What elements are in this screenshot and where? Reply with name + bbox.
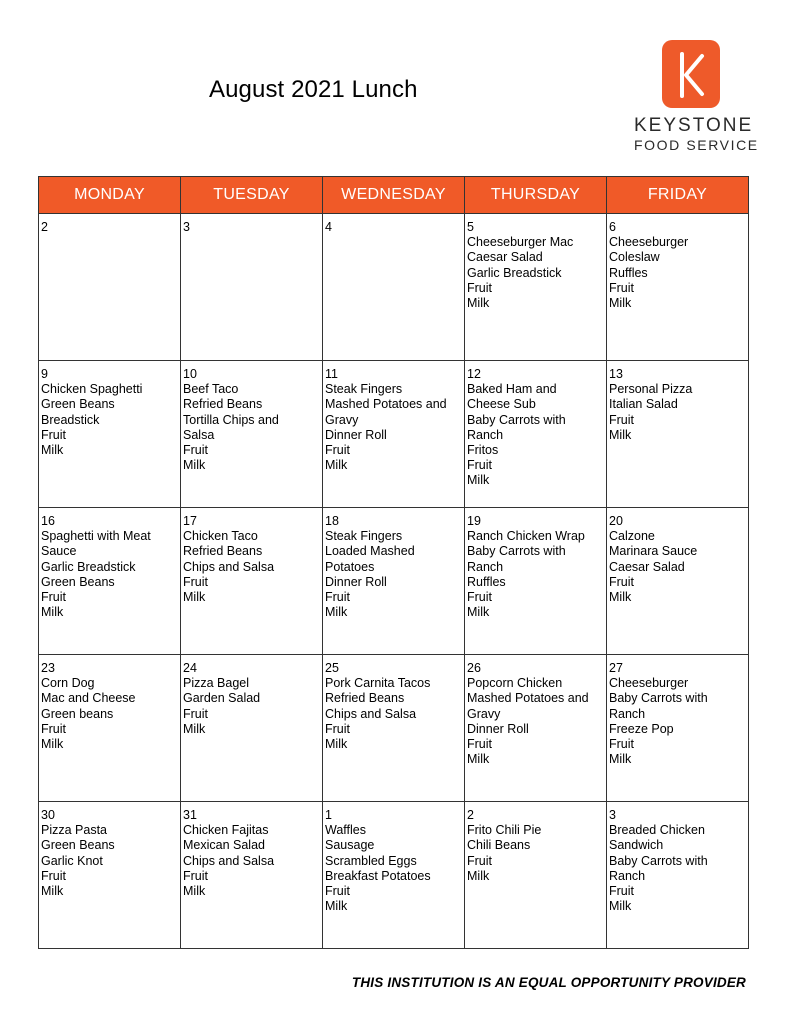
menu-item: Green Beans: [41, 838, 115, 853]
menu-item: Fruit: [325, 443, 350, 458]
menu-item: Breakfast Potatoes: [325, 868, 431, 883]
menu-item: Mac and Cheese: [41, 691, 136, 706]
menu-item: Marinara Sauce: [609, 544, 698, 559]
menu-item: Mexican Salad: [183, 838, 265, 853]
menu-item: Cheeseburger: [609, 235, 689, 250]
menu-item: Milk: [609, 590, 632, 605]
menu-item: Chicken Taco: [183, 529, 258, 544]
menu-item: Corn Dog: [41, 676, 95, 691]
day-cell-thursday: [465, 214, 607, 361]
day-cell-tuesday: [181, 361, 323, 508]
menu-item: Cheese Sub: [467, 397, 536, 412]
day-cell-monday: [39, 802, 181, 949]
menu-item: Fruit: [325, 721, 350, 736]
menu-item: Steak Fingers: [325, 382, 403, 397]
menu-item: Ruffles: [609, 265, 648, 280]
menu-item: Ranch: [609, 706, 646, 721]
menu-item: Tortilla Chips and: [183, 412, 279, 427]
menu-item: Fruit: [467, 458, 492, 473]
menu-item: Ranch Chicken Wrap: [467, 529, 585, 544]
menu-item: Pork Carnita Tacos: [325, 676, 431, 691]
menu-item: Scrambled Eggs: [325, 853, 417, 868]
day-cell-wednesday: [323, 802, 465, 949]
day-date: 30: [41, 808, 55, 822]
calendar-week-row: [39, 655, 749, 802]
menu-item: Milk: [609, 899, 632, 914]
day-cell-tuesday: [181, 802, 323, 949]
menu-item: Garlic Breadstick: [41, 559, 136, 574]
menu-item: Fruit: [41, 427, 66, 442]
menu-item: Salsa: [183, 427, 215, 442]
keystone-logo: [626, 40, 759, 155]
header-tuesday: TUESDAY: [181, 177, 323, 214]
header-friday: FRIDAY: [607, 177, 749, 214]
day-date: 12: [467, 367, 481, 381]
day-cell-tuesday: [181, 214, 323, 361]
day-cell-wednesday: [323, 214, 465, 361]
menu-item: Chili Beans: [467, 838, 531, 853]
menu-item: Fruit: [609, 412, 634, 427]
day-date: 2: [41, 220, 48, 234]
menu-item: Milk: [183, 590, 206, 605]
menu-item: Chips and Salsa: [325, 706, 417, 721]
day-date: 1: [325, 808, 332, 822]
menu-item: Milk: [609, 752, 632, 767]
day-cell-friday: [607, 655, 749, 802]
menu-item: Cheeseburger: [609, 676, 689, 691]
menu-item: Fruit: [325, 590, 350, 605]
day-date: 27: [609, 661, 623, 675]
menu-item: Milk: [325, 737, 348, 752]
menu-item: Green Beans: [41, 574, 115, 589]
weekday-header-row: [39, 177, 749, 214]
menu-item: Fruit: [183, 868, 208, 883]
menu-item: Fruit: [609, 737, 634, 752]
menu-item: Ranch: [467, 559, 504, 574]
day-date: 24: [183, 661, 197, 675]
menu-item: Milk: [325, 458, 348, 473]
menu-item: Fruit: [325, 884, 350, 899]
menu-item: Fruit: [609, 280, 634, 295]
menu-item: Pizza Pasta: [41, 823, 108, 838]
k-logo-icon: [662, 40, 720, 108]
menu-item: Caesar Salad: [467, 250, 543, 265]
day-date: 13: [609, 367, 623, 381]
menu-item: Chips and Salsa: [183, 853, 275, 868]
menu-item: Milk: [183, 721, 206, 736]
calendar-week-row: [39, 361, 749, 508]
menu-item: Dinner Roll: [467, 721, 529, 736]
day-date: 20: [609, 514, 623, 528]
day-date: 31: [183, 808, 197, 822]
day-date: 19: [467, 514, 481, 528]
menu-item: Calzone: [609, 529, 655, 544]
menu-item: Milk: [609, 427, 632, 442]
day-cell-monday: [39, 214, 181, 361]
day-cell-thursday: [465, 508, 607, 655]
menu-item: Fritos: [467, 443, 499, 458]
menu-item: Baby Carrots with: [467, 412, 566, 427]
menu-item: Mashed Potatoes and: [467, 691, 589, 706]
logo-name: KEYSTONE: [634, 115, 754, 136]
menu-item: Baby Carrots with: [609, 853, 708, 868]
day-cell-monday: [39, 508, 181, 655]
menu-item: Beef Taco: [183, 382, 239, 397]
menu-item: Sandwich: [609, 838, 664, 853]
day-cell-friday: [607, 214, 749, 361]
day-cell-tuesday: [181, 508, 323, 655]
header-thursday: THURSDAY: [465, 177, 607, 214]
menu-item: Potatoes: [325, 559, 375, 574]
menu-item: Fruit: [41, 590, 66, 605]
menu-item: Milk: [325, 899, 348, 914]
menu-item: Steak Fingers: [325, 529, 403, 544]
menu-item: Milk: [467, 473, 490, 488]
menu-item: Milk: [41, 443, 64, 458]
day-cell-wednesday: [323, 508, 465, 655]
day-date: 23: [41, 661, 55, 675]
day-cell-wednesday: [323, 655, 465, 802]
day-date: 18: [325, 514, 339, 528]
menu-item: Refried Beans: [325, 691, 405, 706]
menu-item: Caesar Salad: [609, 559, 685, 574]
menu-item: Fruit: [467, 737, 492, 752]
menu-item: Ruffles: [467, 574, 506, 589]
menu-item: Fruit: [41, 868, 66, 883]
menu-item: Gravy: [325, 412, 359, 427]
day-cell-friday: [607, 508, 749, 655]
day-date: 3: [183, 220, 190, 234]
menu-item: Personal Pizza: [609, 382, 693, 397]
menu-item: Dinner Roll: [325, 427, 387, 442]
menu-item: Sausage: [325, 838, 375, 853]
menu-item: Fruit: [467, 853, 492, 868]
day-date: 16: [41, 514, 55, 528]
menu-item: Refried Beans: [183, 397, 263, 412]
menu-item: Milk: [325, 605, 348, 620]
menu-item: Sauce: [41, 544, 77, 559]
menu-item: Green beans: [41, 706, 114, 721]
menu-item: Milk: [183, 884, 206, 899]
menu-item: Pizza Bagel: [183, 676, 250, 691]
menu-item: Freeze Pop: [609, 721, 674, 736]
page-title: August 2021 Lunch: [209, 76, 418, 104]
day-cell-wednesday: [323, 361, 465, 508]
menu-item: Milk: [41, 737, 64, 752]
calendar-week-row: [39, 214, 749, 361]
day-cell-thursday: [465, 802, 607, 949]
menu-item: Fruit: [41, 721, 66, 736]
menu-item: Breaded Chicken: [609, 823, 705, 838]
menu-item: Waffles: [325, 823, 366, 838]
day-date: 25: [325, 661, 339, 675]
day-date: 4: [325, 220, 332, 234]
menu-item: Garlic Knot: [41, 853, 103, 868]
logo-subtitle: FOOD SERVICE: [634, 137, 759, 153]
menu-item: Fruit: [183, 574, 208, 589]
menu-item: Fruit: [609, 884, 634, 899]
day-date: 17: [183, 514, 197, 528]
menu-item: Chicken Spaghetti: [41, 382, 143, 397]
header-monday: MONDAY: [39, 177, 181, 214]
menu-item: Ranch: [467, 427, 504, 442]
calendar-week-row: [39, 802, 749, 949]
menu-item: Milk: [609, 296, 632, 311]
menu-item: Baby Carrots with: [467, 544, 566, 559]
day-date: 26: [467, 661, 481, 675]
day-cell-friday: [607, 361, 749, 508]
day-date: 9: [41, 367, 48, 381]
menu-item: Loaded Mashed: [325, 544, 415, 559]
menu-item: Italian Salad: [609, 397, 678, 412]
day-cell-tuesday: [181, 655, 323, 802]
day-date: 11: [325, 367, 338, 381]
menu-item: Fruit: [183, 706, 208, 721]
menu-item: Mashed Potatoes and: [325, 397, 447, 412]
menu-item: Refried Beans: [183, 544, 263, 559]
day-cell-monday: [39, 655, 181, 802]
menu-item: Fruit: [609, 574, 634, 589]
menu-item: Milk: [467, 296, 490, 311]
menu-item: Fruit: [467, 280, 492, 295]
calendar-week-row: [39, 508, 749, 655]
header-wednesday: WEDNESDAY: [323, 177, 465, 214]
day-date: 5: [467, 220, 474, 234]
menu-item: Milk: [467, 605, 490, 620]
menu-item: Frito Chili Pie: [467, 823, 542, 838]
menu-item: Milk: [41, 605, 64, 620]
menu-item: Baby Carrots with: [609, 691, 708, 706]
menu-item: Dinner Roll: [325, 574, 387, 589]
menu-item: Garden Salad: [183, 691, 261, 706]
menu-item: Gravy: [467, 706, 501, 721]
day-cell-friday: [607, 802, 749, 949]
lunch-calendar: [38, 176, 749, 949]
menu-item: Milk: [183, 458, 206, 473]
menu-item: Milk: [467, 868, 490, 883]
equal-opportunity-notice: THIS INSTITUTION IS AN EQUAL OPPORTUNITY PROVIDER: [351, 975, 746, 990]
menu-item: Coleslaw: [609, 250, 660, 265]
menu-item: Milk: [467, 752, 490, 767]
day-cell-thursday: [465, 655, 607, 802]
day-date: 6: [609, 220, 616, 234]
menu-item: Milk: [41, 884, 64, 899]
menu-item: Breadstick: [41, 412, 100, 427]
day-cell-monday: [39, 361, 181, 508]
menu-item: Green Beans: [41, 397, 115, 412]
menu-item: Fruit: [183, 443, 208, 458]
menu-item: Garlic Breadstick: [467, 265, 562, 280]
menu-item: Cheeseburger Mac: [467, 235, 574, 250]
menu-item: Baked Ham and: [467, 382, 557, 397]
menu-item: Chips and Salsa: [183, 559, 275, 574]
menu-item: Chicken Fajitas: [183, 823, 269, 838]
menu-item: Ranch: [609, 868, 646, 883]
menu-item: Popcorn Chicken: [467, 676, 563, 691]
day-date: 10: [183, 367, 197, 381]
day-date: 3: [609, 808, 616, 822]
day-date: 2: [467, 808, 474, 822]
day-cell-thursday: [465, 361, 607, 508]
menu-item: Fruit: [467, 590, 492, 605]
menu-item: Spaghetti with Meat: [41, 529, 151, 544]
